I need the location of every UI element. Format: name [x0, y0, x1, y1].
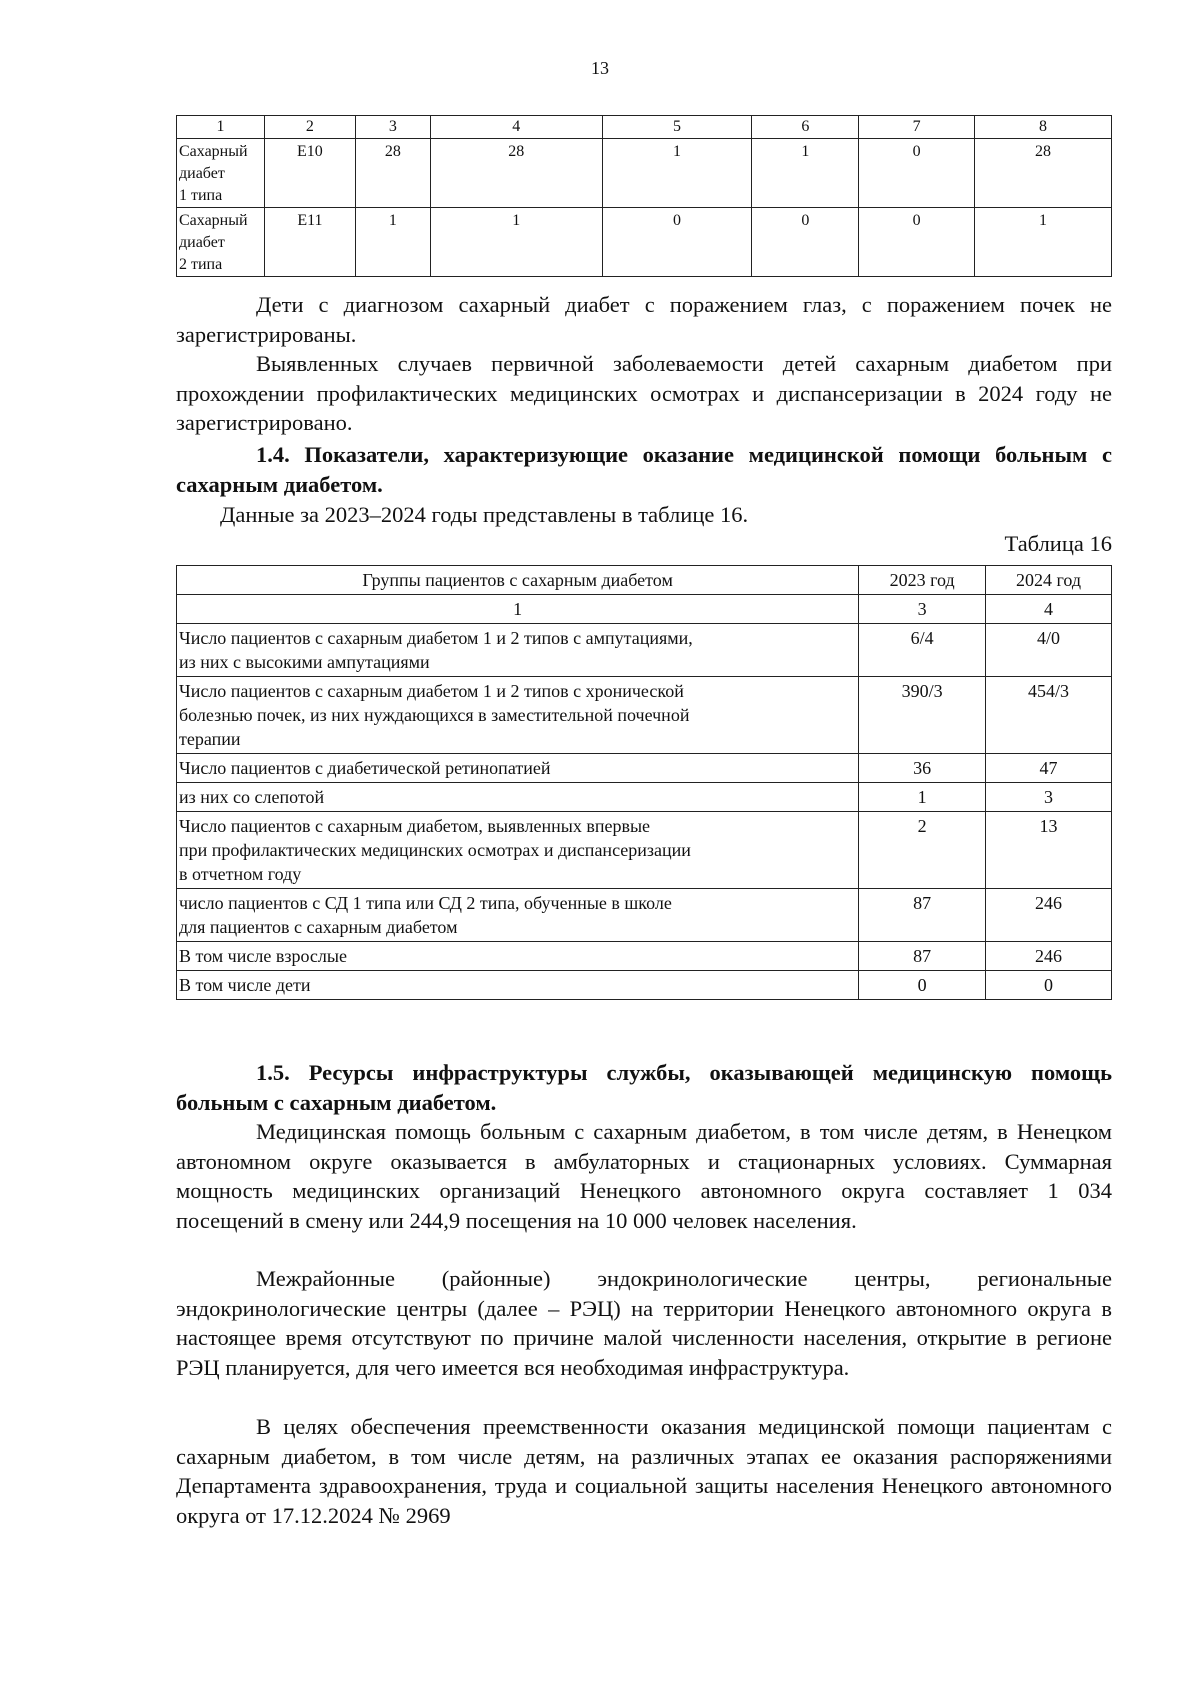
value-cell: 1: [355, 208, 430, 277]
value-2023: 87: [859, 942, 986, 971]
row-label-line: В том числе дети: [179, 975, 311, 995]
value-2024: 454/3: [986, 677, 1112, 754]
disease-name-cell: [177, 139, 265, 208]
row-label-line: для пациентов с сахарным диабетом: [179, 917, 458, 937]
row-label-line: Число пациентов с диабетической ретинопатией: [179, 758, 551, 778]
paragraph: В целях обеспечения преемственности оказания медицинской помощи пациентам с сахарным диабетом, в том числе детям, на различных этапах ее оказания распоряжениями Департамента здравоохранения, труда и социальной защиты населения Ненецкого автономного округа от 17.12.2024 № 2969: [176, 1414, 1112, 1528]
table-header-row: [177, 116, 1112, 139]
value-cell: 28: [430, 139, 602, 208]
column-number: 5: [602, 116, 752, 139]
table-row: [177, 783, 1112, 812]
column-header: 2024 год: [986, 566, 1112, 595]
value-2023: 0: [859, 971, 986, 1000]
table-row: [177, 889, 1112, 942]
page-number: 13: [591, 58, 609, 78]
section-heading-text: 1.4. Показатели, характеризующие оказание медицинской помощи больным с сахарным диабетом.: [176, 442, 1112, 497]
row-label: [177, 754, 859, 783]
value-2024: 246: [986, 942, 1112, 971]
value-2024: 47: [986, 754, 1112, 783]
column-number: 1: [177, 595, 859, 624]
column-number: 7: [859, 116, 975, 139]
column-number: 1: [177, 116, 265, 139]
value-cell: 1: [975, 208, 1112, 277]
value-cell: 0: [859, 208, 975, 277]
value-2024: 4/0: [986, 624, 1112, 677]
value-2024: 3: [986, 783, 1112, 812]
table-row: [177, 139, 1112, 208]
row-label-line: из них с высокими ампутациями: [179, 652, 430, 672]
section-heading: [176, 1058, 1112, 1117]
table-caption: Таблица 16: [1004, 531, 1112, 556]
value-cell: 28: [975, 139, 1112, 208]
column-header: Группы пациентов с сахарным диабетом: [177, 566, 859, 595]
value-2023: 2: [859, 812, 986, 889]
icd-code-cell: E11: [264, 208, 355, 277]
value-2023: 390/3: [859, 677, 986, 754]
row-label: [177, 889, 859, 942]
row-label: [177, 677, 859, 754]
section-heading: [176, 440, 1112, 499]
disease-name-line: диабет: [179, 234, 225, 251]
column-number: 4: [986, 595, 1112, 624]
value-2023: 1: [859, 783, 986, 812]
table-row: [177, 971, 1112, 1000]
row-label-line: из них со слепотой: [179, 787, 325, 807]
table-row: [177, 624, 1112, 677]
paragraph: Медицинская помощь больным с сахарным диабетом, в том числе детям, в Ненецком автономном округе оказывается в амбулаторных и стационарных условиях. Суммарная мощность медицинских организаций Ненецкого автономного округа составляет 1 034 посещений в смену или 244,9 посещения на 10 000 человек населения.: [176, 1119, 1112, 1233]
value-2024: 13: [986, 812, 1112, 889]
row-label-line: Число пациентов с сахарным диабетом, выявленных впервые: [179, 816, 651, 836]
disease-name-line: 1 типа: [179, 187, 223, 204]
table-row: [177, 942, 1112, 971]
row-label: [177, 971, 859, 1000]
column-number: 6: [752, 116, 859, 139]
table-row: [177, 754, 1112, 783]
row-label-line: болезнью почек, из них нуждающихся в заместительной почечной: [179, 705, 690, 725]
paragraph: Данные за 2023–2024 годы представлены в таблице 16.: [220, 502, 749, 527]
value-cell: 1: [602, 139, 752, 208]
row-label-line: число пациентов с СД 1 типа или СД 2 типа, обученные в школе: [179, 893, 672, 913]
disease-name-line: Сахарный: [179, 143, 248, 160]
value-cell: 0: [859, 139, 975, 208]
table-16: [176, 565, 1112, 1000]
disease-name-line: Сахарный: [179, 212, 248, 229]
disease-name-line: диабет: [179, 165, 225, 182]
value-2023: 6/4: [859, 624, 986, 677]
row-label: [177, 624, 859, 677]
column-number: 4: [430, 116, 602, 139]
column-number: 3: [859, 595, 986, 624]
row-label: [177, 783, 859, 812]
value-cell: 1: [430, 208, 602, 277]
disease-name-line: 2 типа: [179, 256, 223, 273]
paragraph: Межрайонные (районные) эндокринологические центры, региональные эндокринологические центры (далее – РЭЦ) на территории Ненецкого автономного округа в настоящее время отсутствуют по причине малой численности населения, открытие в регионе РЭЦ планируется, для чего имеется вся необходимая инфраструктура.: [176, 1266, 1112, 1380]
column-number: 3: [355, 116, 430, 139]
row-label-line: Число пациентов с сахарным диабетом 1 и 2 типов с ампутациями,: [179, 628, 693, 648]
value-cell: 0: [752, 208, 859, 277]
paragraph: Выявленных случаев первичной заболеваемости детей сахарным диабетом при прохождении профилактических медицинских осмотрах и диспансеризации в 2024 году не зарегистрировано.: [176, 351, 1112, 435]
table-row: [177, 677, 1112, 754]
row-label: [177, 812, 859, 889]
value-2023: 87: [859, 889, 986, 942]
section-heading-text: 1.5. Ресурсы инфраструктуры службы, оказывающей медицинскую помощь больным с сахарным диабетом.: [176, 1060, 1112, 1115]
row-label-line: в отчетном году: [179, 864, 302, 884]
value-2023: 36: [859, 754, 986, 783]
column-number: 8: [975, 116, 1112, 139]
row-label-line: Число пациентов с сахарным диабетом 1 и 2 типов с хронической: [179, 681, 684, 701]
paragraph: Дети с диагнозом сахарный диабет с поражением глаз, с поражением почек не зарегистрированы.: [176, 292, 1112, 347]
column-number-row: [177, 595, 1112, 624]
value-cell: 28: [355, 139, 430, 208]
value-cell: 1: [752, 139, 859, 208]
disease-name-cell: [177, 208, 265, 277]
value-2024: 246: [986, 889, 1112, 942]
table-row: [177, 208, 1112, 277]
value-cell: 0: [602, 208, 752, 277]
table-row: [177, 812, 1112, 889]
value-2024: 0: [986, 971, 1112, 1000]
row-label-line: при профилактических медицинских осмотрах и диспансеризации: [179, 840, 691, 860]
column-number: 2: [264, 116, 355, 139]
row-label-line: В том числе взрослые: [179, 946, 347, 966]
icd-code-cell: E10: [264, 139, 355, 208]
row-label: [177, 942, 859, 971]
diabetes-incidence-table: [176, 115, 1112, 277]
table-header-row: [177, 566, 1112, 595]
row-label-line: терапии: [179, 729, 241, 749]
column-header: 2023 год: [859, 566, 986, 595]
